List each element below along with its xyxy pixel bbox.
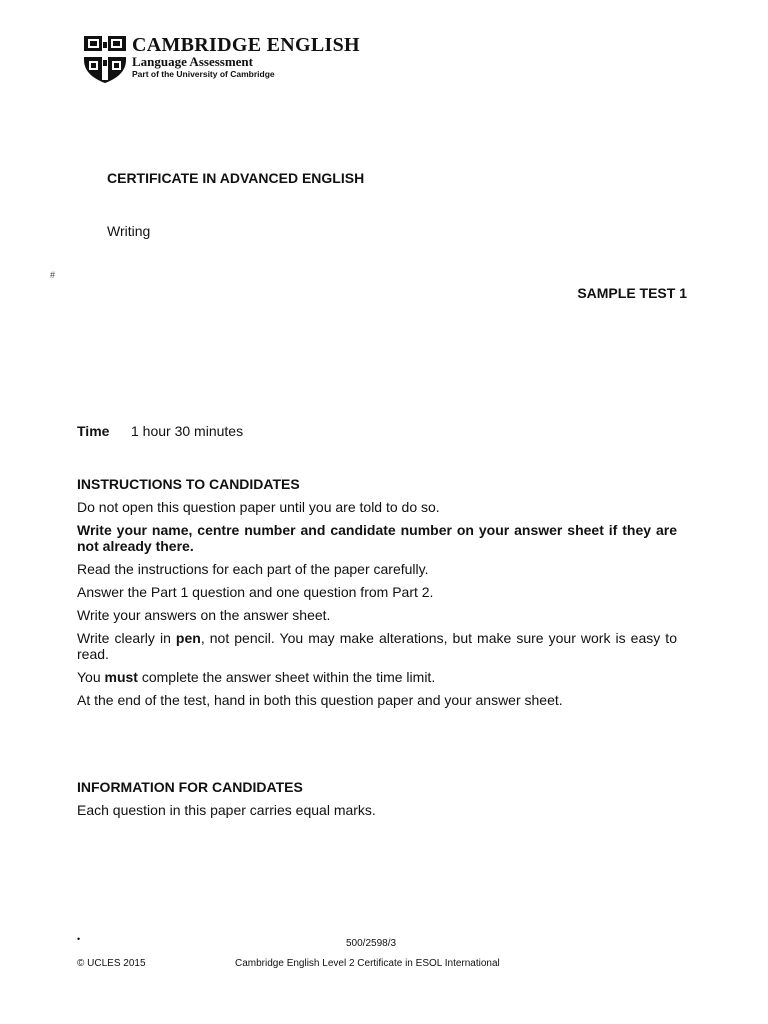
instruction-line-bold xyxy=(77,522,677,554)
instruction-bold-text: Write your name, centre number and candidate number on your answer sheet if they are not already there. xyxy=(77,522,677,554)
information-line: Each question in this paper carries equal marks. xyxy=(77,802,376,818)
information-heading: INFORMATION FOR CANDIDATES xyxy=(77,779,303,795)
instruction-emphasis: pen xyxy=(175,630,201,646)
instruction-line-must xyxy=(77,669,677,685)
logo-title: CAMBRIDGE ENGLISH xyxy=(132,34,360,56)
instruction-text: complete the answer sheet within the time limit. xyxy=(137,669,436,685)
instruction-text: Write clearly in xyxy=(77,630,176,646)
footer-copyright: © UCLES 2015 xyxy=(77,958,146,969)
instruction-text: You xyxy=(77,669,105,685)
instruction-line: Answer the Part 1 question and one question from Part 2. xyxy=(77,584,434,600)
instruction-line: Do not open this question paper until you are told to do so. xyxy=(77,499,440,515)
instruction-line: Write your answers on the answer sheet. xyxy=(77,607,331,623)
footer-description: Cambridge English Level 2 Certificate in ESOL International xyxy=(235,958,500,969)
logo-tagline: Part of the University of Cambridge xyxy=(132,69,275,79)
paper-subject: Writing xyxy=(107,223,151,239)
cambridge-english-logo xyxy=(82,34,382,84)
instructions-section xyxy=(77,476,677,715)
logo-subtitle: Language Assessment xyxy=(132,54,253,69)
instruction-line: Read the instructions for each part of the paper carefully. xyxy=(77,561,429,577)
certificate-title: CERTIFICATE IN ADVANCED ENGLISH xyxy=(107,170,365,186)
instruction-emphasis: must xyxy=(104,669,138,685)
instruction-text: , not pencil. You may make alterations, but make sure your work is easy to read. xyxy=(77,630,677,662)
time-value: 1 hour 30 minutes xyxy=(131,423,244,439)
footer-paper-code: 500/2598/3 xyxy=(346,938,397,949)
stray-mark: # xyxy=(50,270,56,280)
instructions-heading: INSTRUCTIONS TO CANDIDATES xyxy=(77,476,300,492)
instruction-line: At the end of the test, hand in both this question paper and your answer sheet. xyxy=(77,692,563,708)
footer-dot: • xyxy=(77,934,81,944)
information-section xyxy=(77,779,677,825)
sample-test-label: SAMPLE TEST 1 xyxy=(577,285,687,301)
shield-crest-icon xyxy=(82,34,128,84)
instruction-line-pen xyxy=(77,630,677,662)
time-label: Time xyxy=(77,423,110,439)
